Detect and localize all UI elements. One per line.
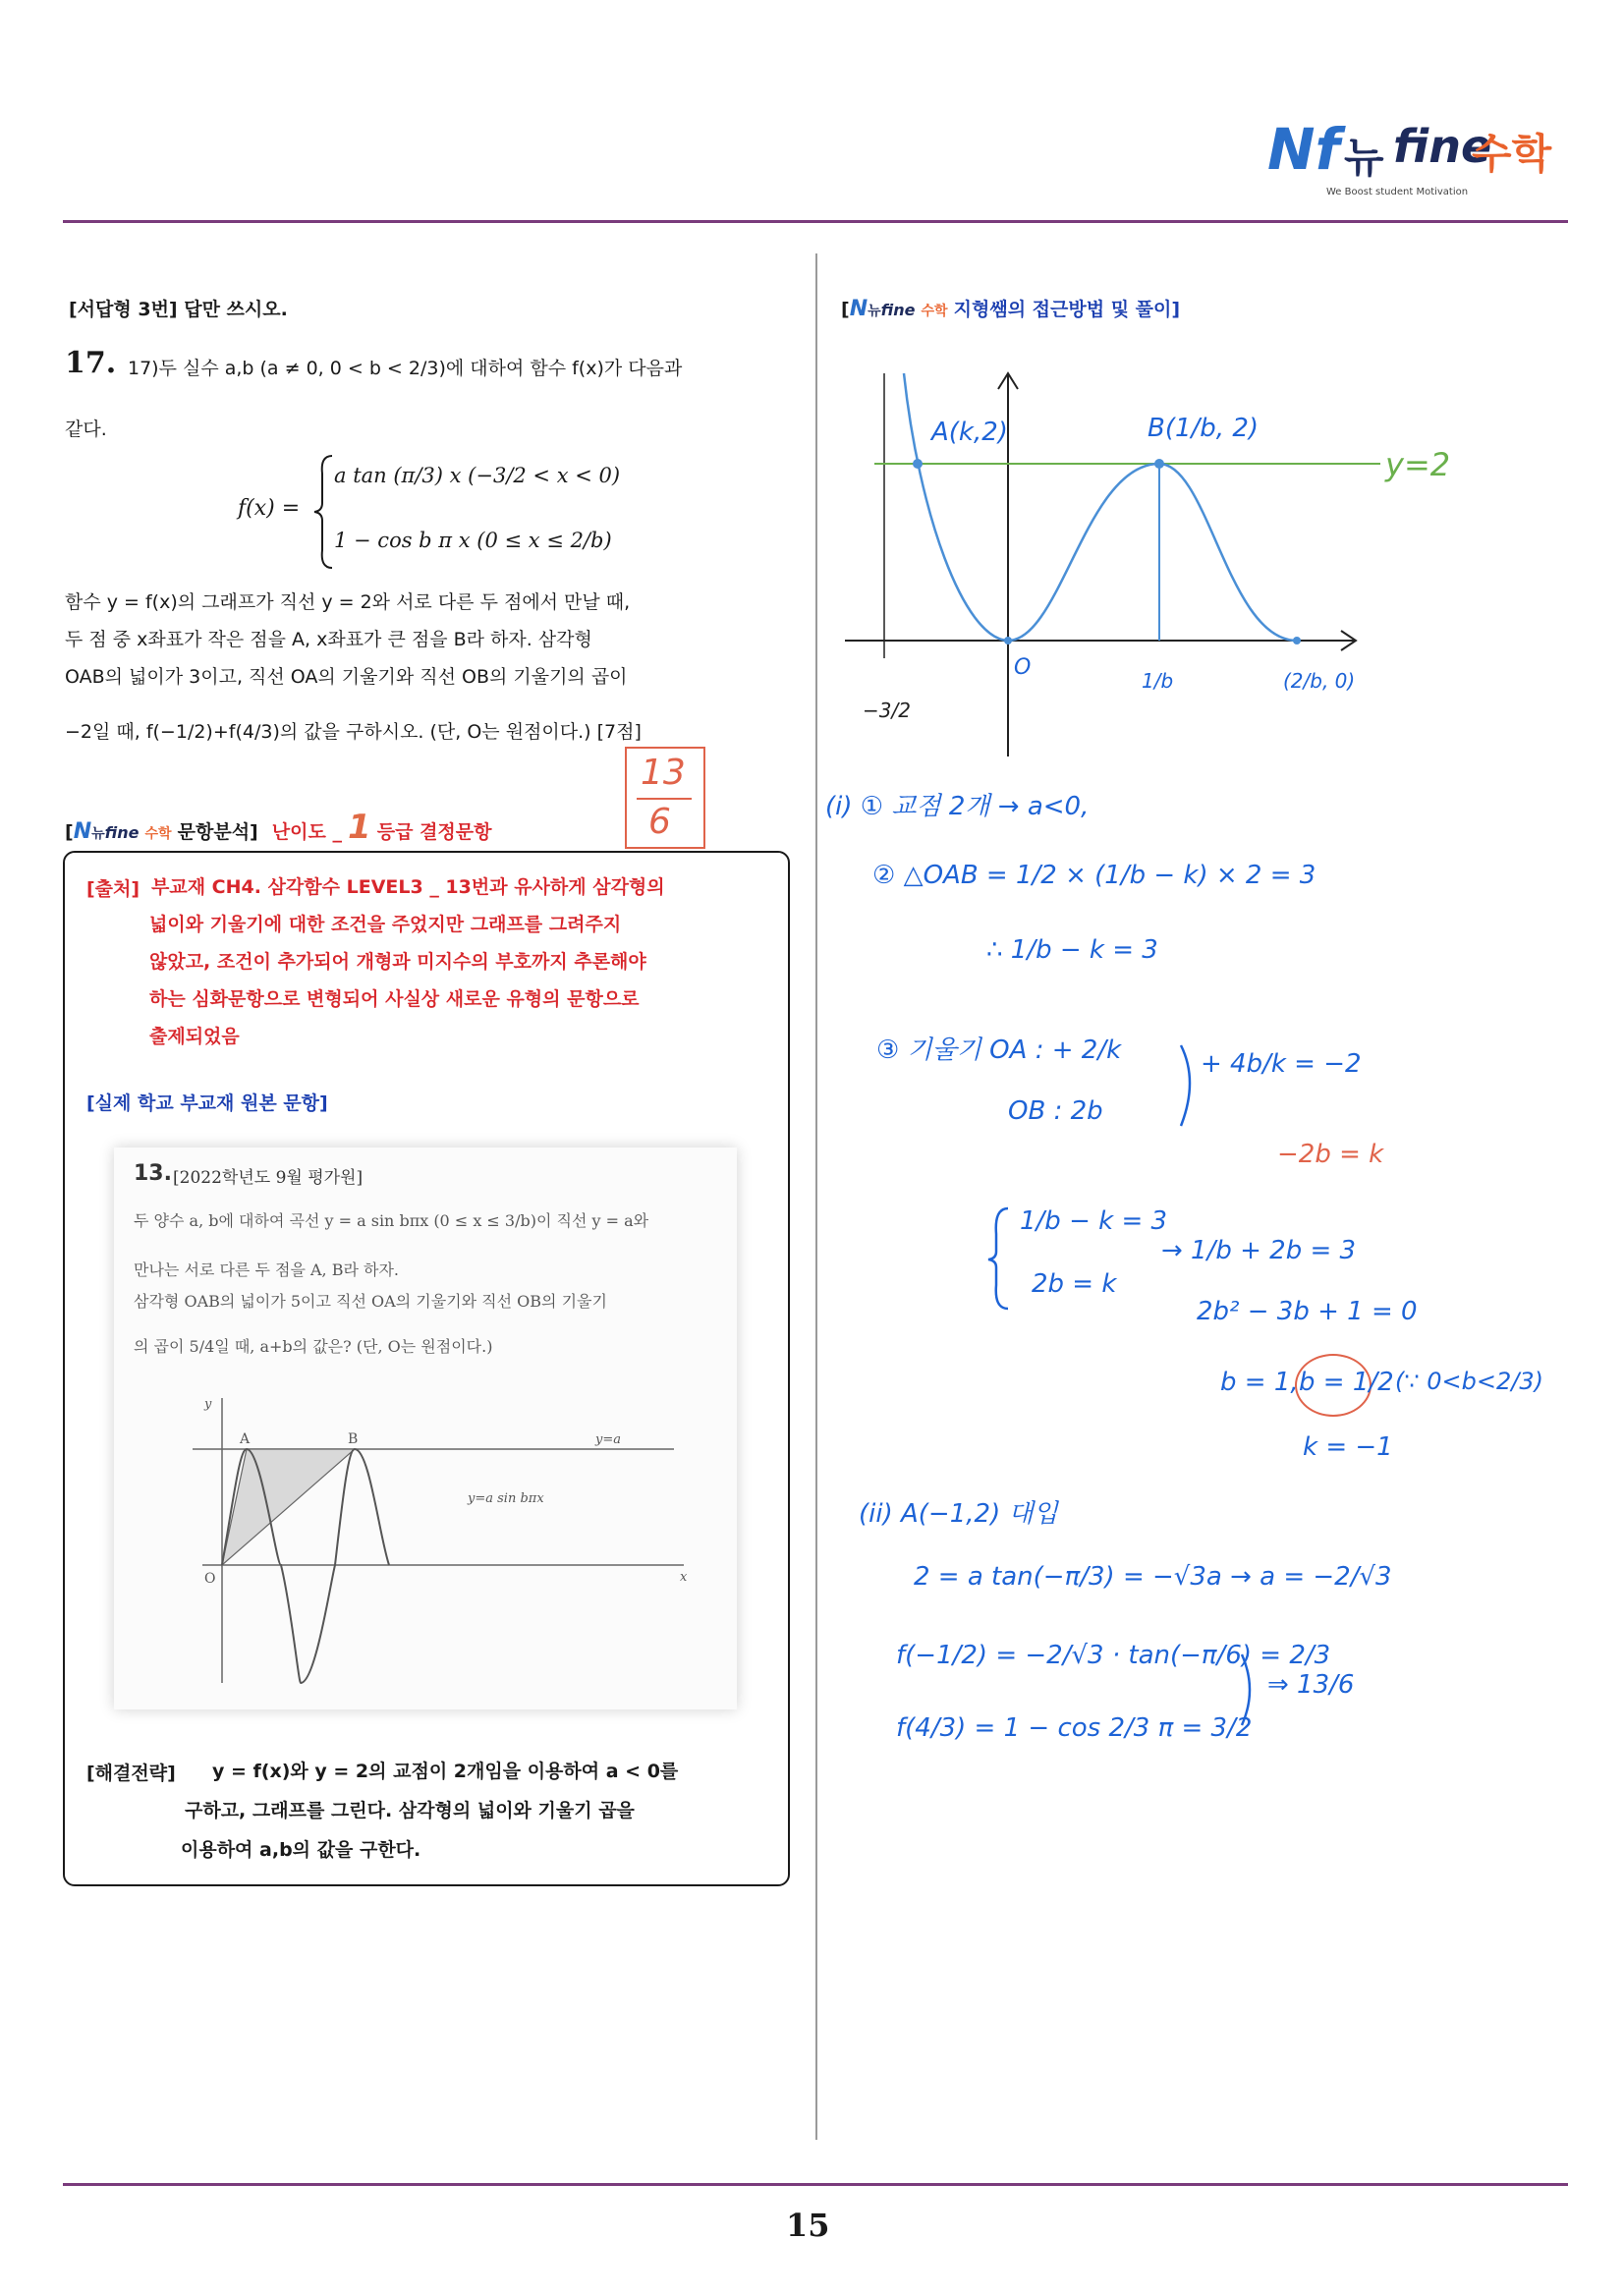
source-line-3: 않았고, 조건이 추가되어 개형과 미지수의 부호까지 추론해야 <box>149 951 646 973</box>
problem-line-2: 같다. <box>65 419 107 440</box>
source-line-5: 출제되었음 <box>149 1026 240 1047</box>
solution-step-15: k = −1 <box>1303 1432 1393 1462</box>
orig-graph-line-label: y=a <box>595 1432 621 1447</box>
orig-line-4: 의 곱이 5/4일 때, a+b의 값은? (단, O는 원점이다.) <box>134 1337 493 1356</box>
mini-brand: 뉴 <box>91 826 105 842</box>
graph-b-label: B(1/b, 2) <box>1148 414 1260 443</box>
graph-line-label: y=2 <box>1385 446 1451 483</box>
orig-graph-curve-label: y=a sin bπx <box>468 1491 544 1506</box>
nf-mini-logo-icon: N <box>73 819 92 844</box>
graph-a-label: A(k,2) <box>931 418 1008 447</box>
solution-step-4: ③ 기울기 OA : + 2/k <box>876 1036 1122 1065</box>
solution-step-19: f(4/3) = 1 − cos 2/3 π = 3/2 <box>896 1713 1253 1743</box>
column-divider <box>815 253 817 2140</box>
answer-fraction-bar <box>637 798 692 800</box>
bottom-rule <box>63 2183 1568 2186</box>
source-line-1: 부교재 CH4. 삼각함수 LEVEL3 _ 13번과 유사하게 삼각형의 <box>151 876 665 898</box>
graph-xneg-label: −3/2 <box>863 699 911 722</box>
strategy-line-2: 구하고, 그래프를 그린다. 삼각형의 넓이와 기울기 곱을 <box>185 1800 635 1821</box>
solution-step-18: f(−1/2) = −2/√3 · tan(−π/6) = 2/3 <box>896 1641 1331 1670</box>
graph-o-label: O <box>1014 655 1032 680</box>
result-bracket-icon <box>1238 1651 1261 1729</box>
orig-number: 13. <box>134 1161 172 1186</box>
logo-brand: 뉴 <box>1344 134 1384 182</box>
nf-mini-logo-icon-2: N <box>849 297 868 321</box>
answer-box <box>625 747 705 849</box>
problem-line-4: 두 점 중 x좌표가 작은 점을 A, x좌표가 큰 점을 B라 하자. 삼각형 <box>65 629 592 650</box>
source-label: [출처] <box>86 878 140 900</box>
right-mini-suhak: 수학 <box>921 304 948 319</box>
orig-graph-b: B <box>348 1431 359 1447</box>
piece-2: 1 − cos b π x (0 ≤ x ≤ 2/b) <box>334 529 612 552</box>
solution-step-3: ∴ 1/b − k = 3 <box>986 935 1158 965</box>
solution-step-1: (i) ① 교점 2개 → a<0, <box>825 792 1090 821</box>
piece-1: a tan (π/3) x (−3/2 < x < 0) <box>334 464 621 487</box>
solution-step-9: 2b = k <box>1032 1269 1117 1299</box>
graph-x2-label: (2/b, 0) <box>1283 669 1356 693</box>
solution-step-16: (ii) A(−1,2) 대입 <box>859 1499 1058 1529</box>
source-line-4: 하는 심화문항으로 변형되어 사실상 새로운 유형의 문항으로 <box>149 988 640 1010</box>
problem-line-5: OAB의 넓이가 3이고, 직선 OA의 기울기와 직선 OB의 기울기의 곱이 <box>65 666 628 688</box>
problem-line-6: −2일 때, f(−1/2)+f(4/3)의 값을 구하시오. (단, O는 원점이다.) [7점] <box>65 721 642 743</box>
strategy-label: [해결전략] <box>86 1763 176 1784</box>
brace-icon <box>312 454 336 570</box>
solution-step-13: b = 1/2 <box>1299 1368 1394 1397</box>
page-number: 15 <box>786 2207 830 2244</box>
mini-fine: fine <box>104 823 140 842</box>
system-brace-icon <box>984 1204 1014 1313</box>
solution-graph <box>835 354 1523 766</box>
orig-graph-y: y <box>204 1397 212 1412</box>
analysis-header: [N뉴fine 수학 문항분석] 난이도 _ 1 등급 결정문항 <box>65 808 492 847</box>
orig-line-3: 삼각형 OAB의 넓이가 5이고 직선 OA의 기울기와 직선 OB의 기울기 <box>134 1292 607 1311</box>
right-header-text: 지형쌤의 접근방법 및 풀이] <box>953 299 1181 320</box>
solution-step-17: 2 = a tan(−π/3) = −√3a → a = −2/√3 <box>914 1562 1392 1592</box>
problem-line-3: 함수 y = f(x)의 그래프가 직선 y = 2와 서로 다른 두 점에서 만날 때, <box>65 591 631 613</box>
logo-nf: Nf <box>1267 116 1340 183</box>
orig-graph-a: A <box>240 1431 251 1447</box>
problem-line-1: 17)두 실수 a,b (a ≠ 0, 0 < b < 2/3)에 대하여 함수 f(x)가 다음과 <box>128 358 683 379</box>
solution-step-7: −2b = k <box>1277 1140 1384 1169</box>
logo-tagline: We Boost student Motivation <box>1326 187 1469 197</box>
orig-graph <box>183 1388 694 1693</box>
orig-graph-x: x <box>680 1570 688 1585</box>
top-rule <box>63 220 1568 223</box>
source-line-2: 넓이와 기울기에 대한 조건을 주었지만 그래프를 그려주지 <box>149 914 622 935</box>
orig-line-2: 만나는 서로 다른 두 점을 A, B라 하자. <box>134 1260 400 1279</box>
logo-suhak: 수학 <box>1472 130 1552 178</box>
section-header: [서답형 3번] 답만 쓰시오. <box>69 299 288 320</box>
strategy-line-1: y = f(x)와 y = 2의 교점이 2개임을 이용하여 a < 0를 <box>212 1761 679 1782</box>
difficulty-tail: 등급 결정문항 <box>376 821 492 843</box>
strategy-line-3: 이용하여 a,b의 값을 구한다. <box>181 1839 421 1861</box>
solution-step-10: → 1/b + 2b = 3 <box>1161 1236 1357 1265</box>
right-mini-fine: fine <box>880 301 916 319</box>
solution-step-14: (∵ 0<b<2/3) <box>1395 1368 1543 1395</box>
logo-fine: fine <box>1393 120 1492 173</box>
difficulty-label: 난이도 _ <box>271 821 342 843</box>
brand-logo <box>1267 116 1562 209</box>
orig-header: [2022학년도 9월 평가원] <box>173 1168 364 1188</box>
solution-step-5: OB : 2b <box>1008 1096 1103 1126</box>
original-label: [실제 학교 부교재 원본 문항] <box>86 1092 328 1114</box>
right-mini-brand: 뉴 <box>868 304 881 319</box>
solution-step-20: ⇒ 13/6 <box>1267 1670 1355 1700</box>
analysis-label: 문항분석] <box>177 821 258 843</box>
right-header: [N뉴fine 수학 지형쌤의 접근방법 및 풀이] <box>841 297 1181 321</box>
answer-numerator: 13 <box>641 753 686 793</box>
solution-step-8: 1/b − k = 3 <box>1020 1206 1168 1236</box>
difficulty-mark: 1 <box>348 808 371 847</box>
orig-graph-o: O <box>204 1571 216 1587</box>
orig-line-1: 두 양수 a, b에 대하여 곡선 y = a sin bπx (0 ≤ x ≤ 3/b)이 직선 y = a와 <box>134 1211 649 1230</box>
function-lhs: f(x) = <box>238 496 301 521</box>
answer-denominator: 6 <box>648 802 671 842</box>
mini-suhak: 수학 <box>144 826 172 842</box>
solution-step-11: 2b² − 3b + 1 = 0 <box>1197 1297 1418 1326</box>
solution-step-12: b = 1, <box>1220 1368 1299 1397</box>
solution-step-2: ② △OAB = 1/2 × (1/b − k) × 2 = 3 <box>872 861 1316 890</box>
solution-step-6: + 4b/k = −2 <box>1201 1049 1362 1079</box>
problem-number: 17. <box>65 346 117 380</box>
original-problem-card <box>114 1148 737 1709</box>
graph-x1-label: 1/b <box>1142 669 1174 693</box>
